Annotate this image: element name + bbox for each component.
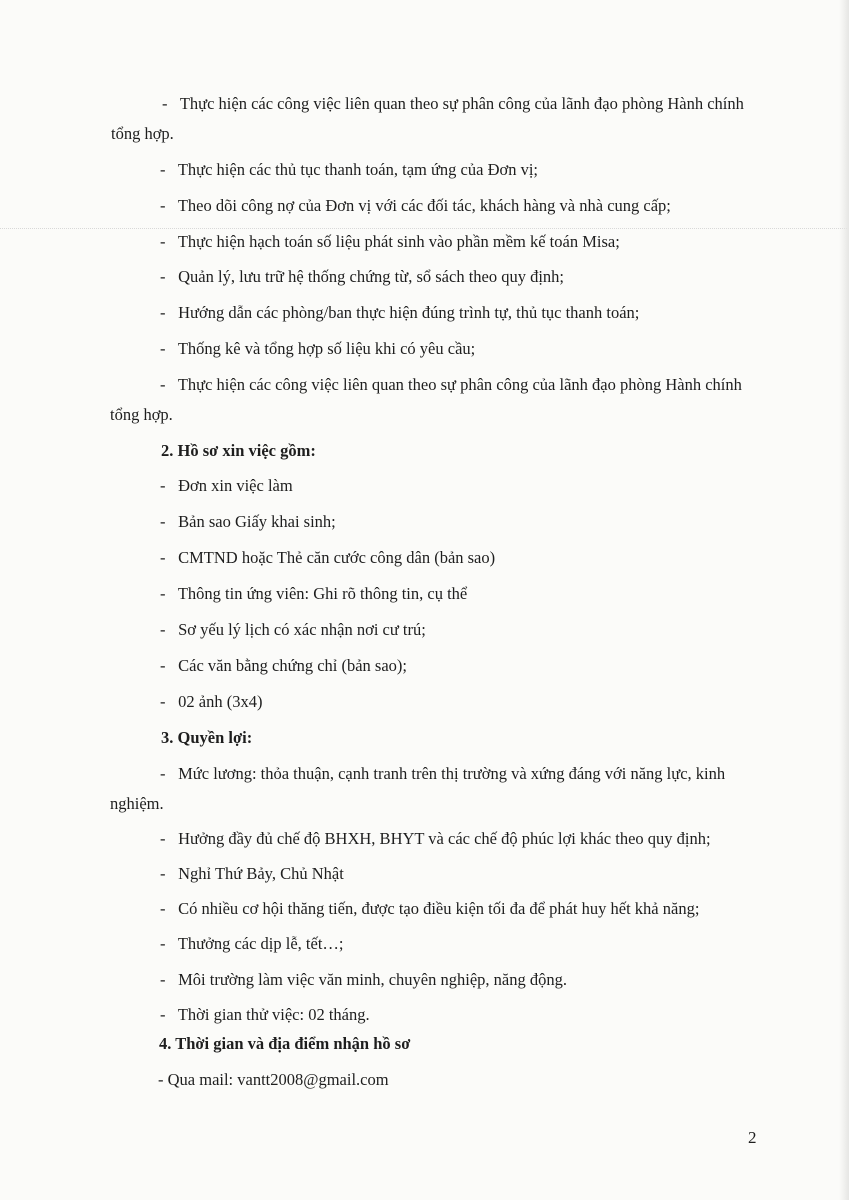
list-item: - Mức lương: thỏa thuận, cạnh tranh trên thị trường và xứng đáng với năng lực, kinh xyxy=(160,764,726,783)
list-item: - Các văn bằng chứng chỉ (bản sao); xyxy=(160,656,407,675)
list-item: - Nghỉ Thứ Bảy, Chủ Nhật xyxy=(160,864,344,883)
list-item: - Hưởng đầy đủ chế độ BHXH, BHYT và các chế độ phúc lợi khác theo quy định; xyxy=(160,829,711,848)
list-item: - Đơn xin việc làm xyxy=(160,476,293,495)
list-item: - Theo dõi công nợ của Đơn vị với các đối tác, khách hàng và nhà cung cấp; xyxy=(160,196,671,215)
list-item: - Thời gian thử việc: 02 tháng. xyxy=(160,1005,370,1024)
list-item-continuation: tổng hợp. xyxy=(111,124,174,143)
list-item: - Có nhiều cơ hội thăng tiến, được tạo điều kiện tối đa để phát huy hết khả năng; xyxy=(160,899,700,918)
page-number: 2 xyxy=(748,1128,757,1147)
list-item: - Thực hiện các công việc liên quan theo sự phân công của lãnh đạo phòng Hành chính xyxy=(162,94,744,113)
section-heading: 2. Hồ sơ xin việc gồm: xyxy=(161,441,316,460)
list-item: - 02 ảnh (3x4) xyxy=(160,692,263,711)
list-item: - Thống kê và tổng hợp số liệu khi có yêu cầu; xyxy=(160,339,476,358)
list-item-continuation: tổng hợp. xyxy=(110,405,173,424)
list-item: - Quản lý, lưu trữ hệ thống chứng từ, sổ sách theo quy định; xyxy=(160,267,565,286)
scan-edge-shadow xyxy=(839,0,849,1200)
list-item: - Hướng dẫn các phòng/ban thực hiện đúng trình tự, thủ tục thanh toán; xyxy=(160,303,640,322)
list-item: - Thực hiện các công việc liên quan theo sự phân công của lãnh đạo phòng Hành chính xyxy=(160,375,742,394)
list-item: - Sơ yếu lý lịch có xác nhận nơi cư trú; xyxy=(160,620,426,639)
list-item: - Môi trường làm việc văn minh, chuyên nghiệp, năng động. xyxy=(160,970,567,989)
list-item-continuation: nghiệm. xyxy=(110,794,164,813)
list-item: - Thực hiện các thủ tục thanh toán, tạm ứng của Đơn vị; xyxy=(160,160,539,179)
list-item: - CMTND hoặc Thẻ căn cước công dân (bản sao) xyxy=(160,548,496,567)
contact-email: - Qua mail: vantt2008@gmail.com xyxy=(158,1070,389,1089)
list-item: - Thông tin ứng viên: Ghi rõ thông tin, cụ thể xyxy=(160,584,468,603)
list-item: - Thưởng các dịp lễ, tết…; xyxy=(160,934,344,953)
section-heading: 3. Quyền lợi: xyxy=(161,728,253,747)
list-item: - Thực hiện hạch toán số liệu phát sinh vào phần mềm kế toán Misa; xyxy=(160,232,620,251)
list-item: - Bản sao Giấy khai sinh; xyxy=(160,512,336,531)
section-heading: 4. Thời gian và địa điểm nhận hồ sơ xyxy=(159,1034,411,1053)
scan-line xyxy=(0,228,849,229)
